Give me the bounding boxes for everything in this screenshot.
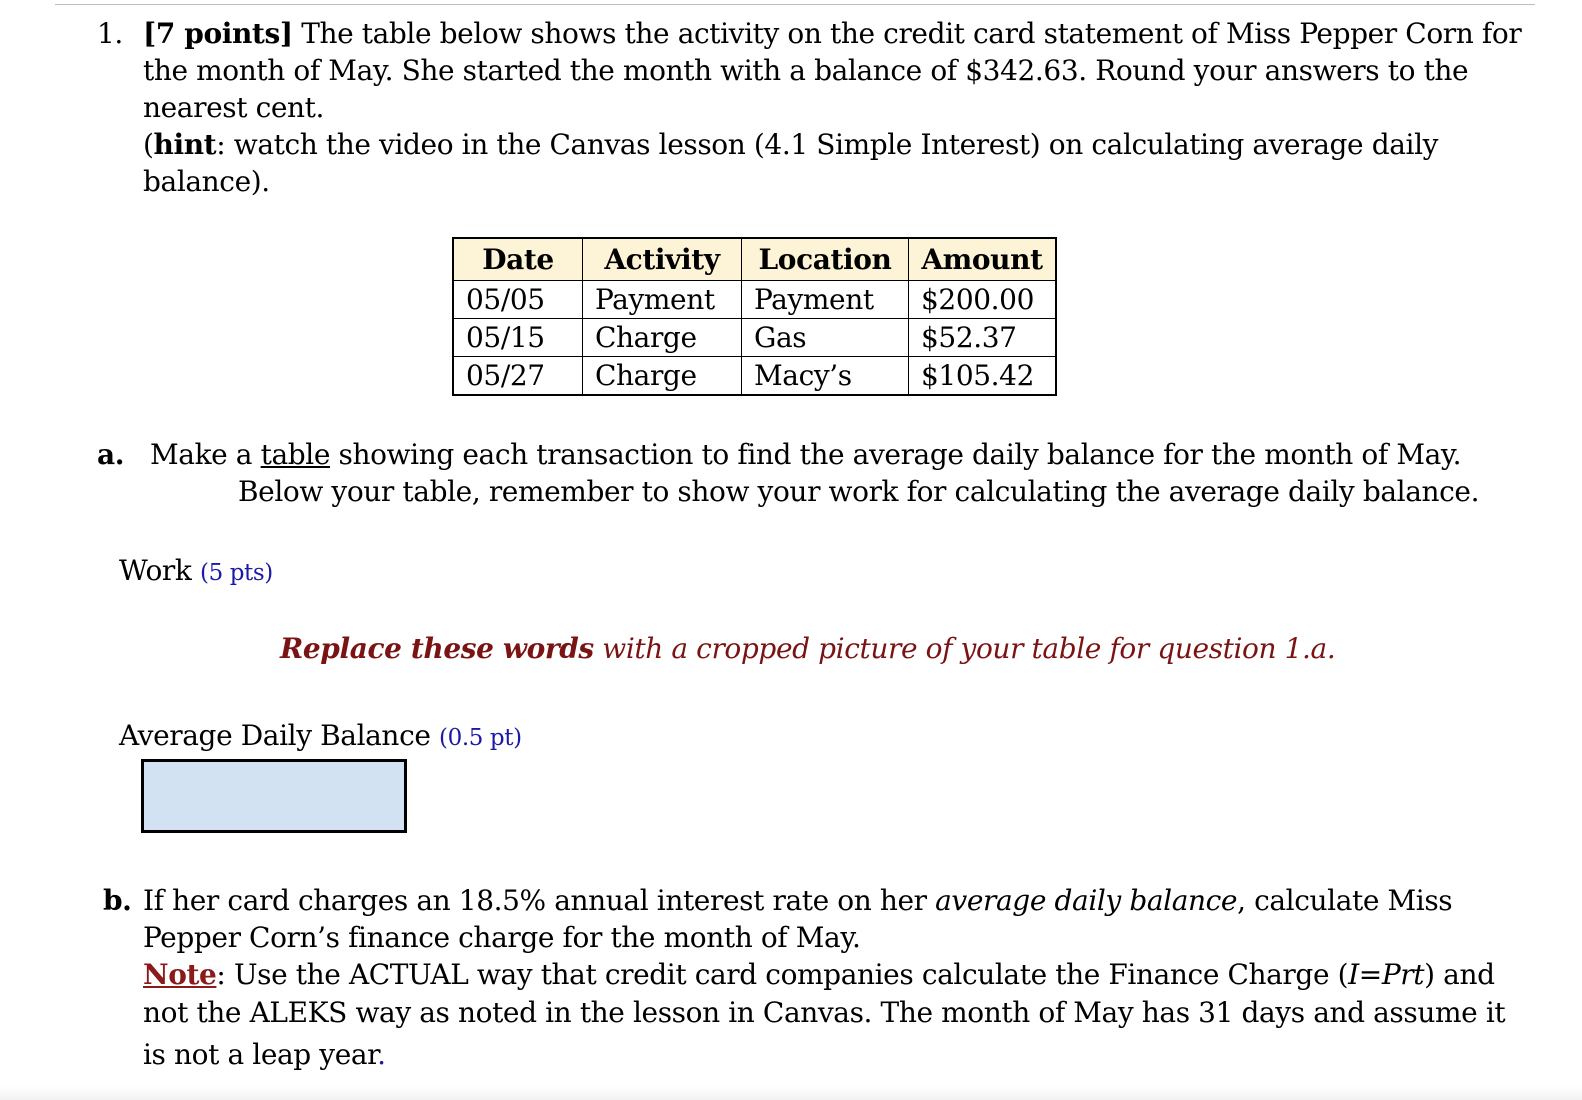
page-bottom-edge [0, 1086, 1582, 1100]
average-daily-balance-answer-box[interactable] [141, 759, 407, 833]
work-label: Work (5 pts) [119, 554, 273, 587]
header-date: Date [453, 238, 583, 281]
question-number: 1. [97, 17, 123, 50]
table-row: 05/27 Charge Macy’s $105.42 [453, 357, 1056, 396]
header-amount: Amount [909, 238, 1057, 281]
image-placeholder-text[interactable]: Replace these words with a cropped picture of your table for question 1.a. [280, 632, 1336, 665]
note-label: Note [143, 958, 217, 991]
part-a-label: a. [97, 438, 125, 471]
question-points: [7 points] [143, 17, 293, 50]
top-rule [55, 4, 1535, 5]
work-points: (5 pts) [200, 560, 273, 586]
activity-table [452, 237, 1057, 396]
average-daily-balance-label: Average Daily Balance (0.5 pt) [119, 719, 522, 752]
adb-points: (0.5 pt) [439, 725, 522, 751]
hint-text: (hint: watch the video in the Canvas lesson (4.1 Simple Interest) on calculating average daily balance). [143, 128, 1439, 198]
table-link-text: table [260, 438, 331, 471]
table-header-row [453, 238, 1056, 281]
table-row: 05/05 Payment Payment $200.00 [453, 281, 1056, 319]
header-location: Location [742, 238, 909, 281]
question-1-text: [7 points] The table below shows the activity on the credit card statement of Miss Pepper Corn for the month of May. She started the month with a balance of $342.63. Round your answers to the nearest cent. [143, 17, 1522, 124]
table-row: 05/15 Charge Gas $52.37 [453, 319, 1056, 357]
header-activity: Activity [583, 238, 742, 281]
hint-label: hint [153, 128, 217, 161]
part-b-label: b. [103, 884, 132, 917]
